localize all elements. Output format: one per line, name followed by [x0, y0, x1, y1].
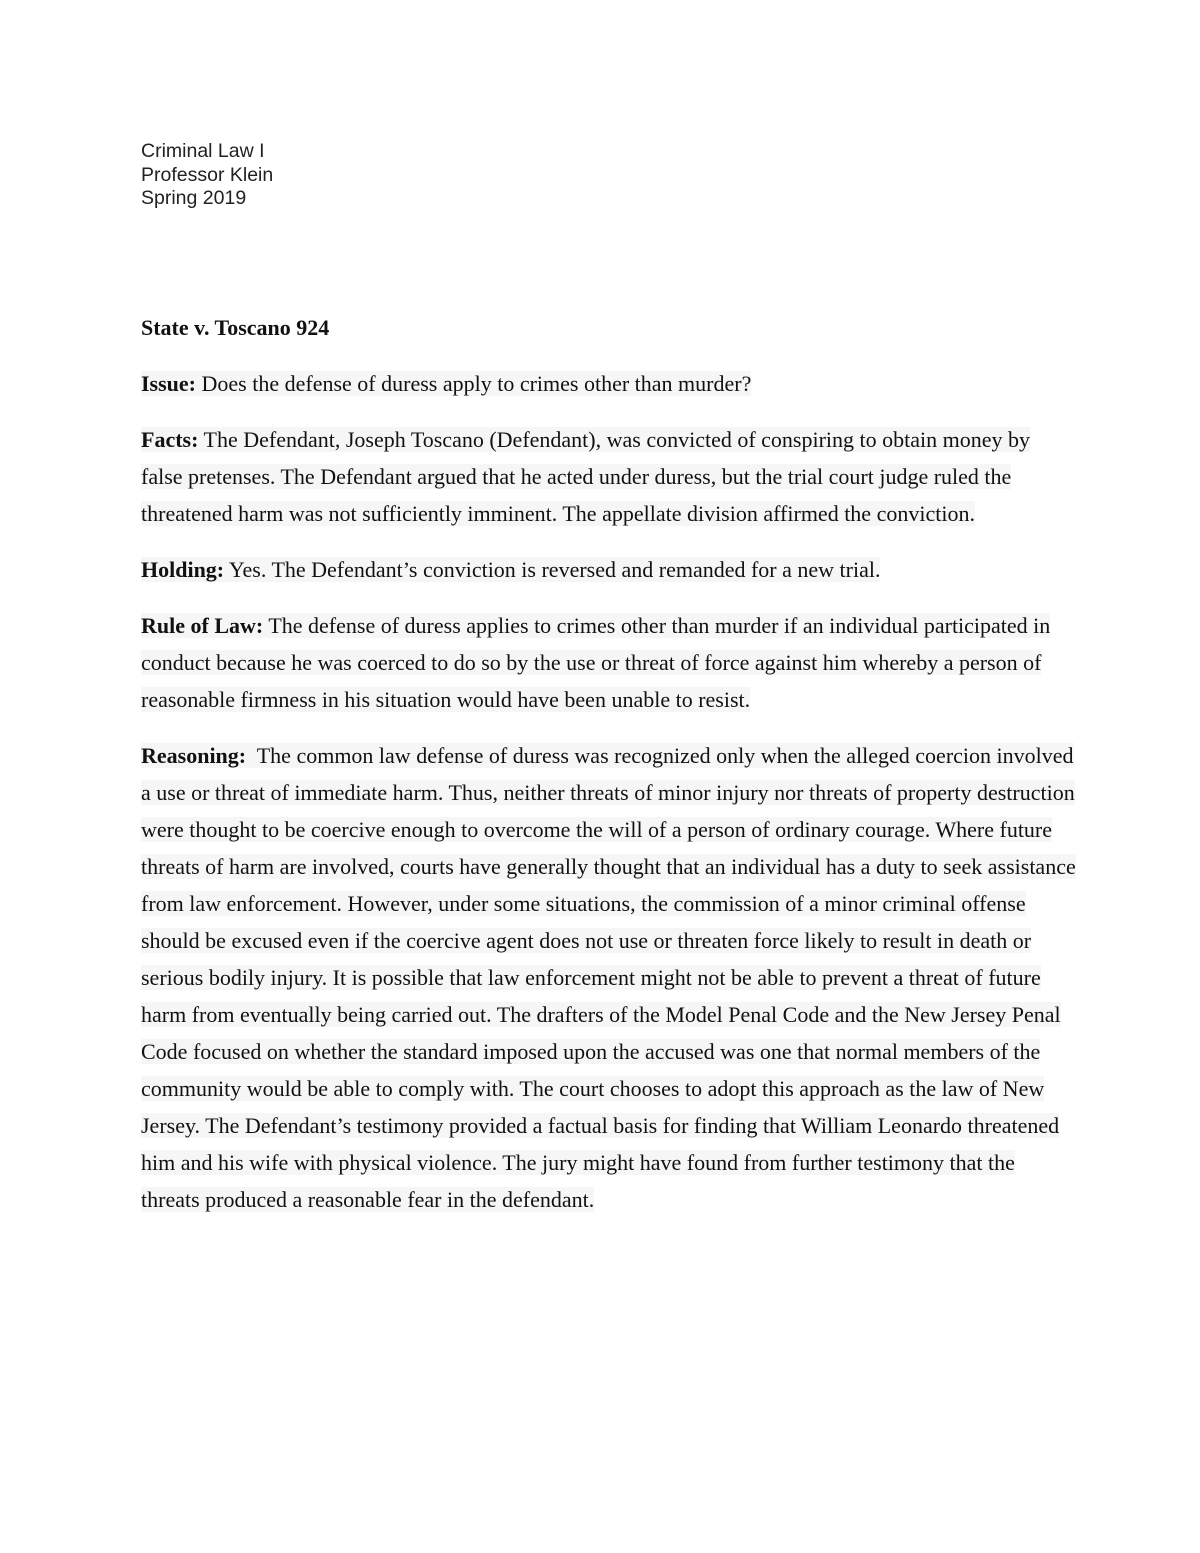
case-title: State v. Toscano 924	[141, 315, 330, 340]
holding-section	[141, 551, 1076, 588]
facts-label: Facts:	[141, 427, 199, 452]
rule-of-law-text: The defense of duress applies to crimes other than murder if an individual participated in conduct because he was coerced to do so by the use or threat of force against him whereby a person of reasonable firmness in his situation would have been unable to resist.	[141, 613, 1051, 712]
course-name: Criminal Law I	[141, 140, 265, 162]
issue-section	[141, 365, 1076, 402]
term: Spring 2019	[141, 187, 247, 209]
professor-name: Professor Klein	[141, 163, 274, 186]
holding-label: Holding:	[141, 557, 225, 582]
rule-of-law-section	[141, 607, 1076, 718]
document-header	[141, 140, 273, 211]
holding-text: Yes. The Defendant’s conviction is reversed and remanded for a new trial.	[228, 557, 881, 582]
reasoning-section	[141, 737, 1076, 1218]
case-brief	[141, 309, 1076, 1237]
issue-label: Issue:	[141, 371, 197, 396]
reasoning-label: Reasoning:	[141, 743, 247, 768]
rule-of-law-label: Rule of Law:	[141, 613, 264, 638]
facts-text: The Defendant, Joseph Toscano (Defendant), was convicted of conspiring to obtain money by false pretenses. The Defendant argued that he acted under duress, but the trial court judge ruled the threatened harm was not sufficiently imminent. The appellate division affirmed the conviction.	[141, 427, 1031, 526]
issue-text: Does the defense of duress apply to crimes other than murder?	[201, 371, 752, 396]
facts-section	[141, 421, 1076, 532]
reasoning-text: The common law defense of duress was recognized only when the alleged coercion involved a use or threat of immediate harm. Thus, neither threats of minor injury nor threats of property destruction were thought to be coercive enough to overcome the will of a person of ordinary courage. Where future threats of harm are involved, courts have generally thought that an individual has a duty to seek assistance from law enforcement. However, under some situations, the commission of a minor criminal offense should be excused even if the coercive agent does not use or threaten force likely to result in death or serious bodily injury. It is possible that law enforcement might not be able to prevent a threat of future harm from eventually being carried out. The drafters of the Model Penal Code and the New Jersey Penal Code focused on whether the standard imposed upon the accused was one that normal members of the community would be able to comply with. The court chooses to adopt this approach as the law of New Jersey. The Defendant’s testimony provided a factual basis for finding that William Leonardo threatened him and his wife with physical violence. The jury might have found from further testimony that the threats produced a reasonable fear in the defendant.	[141, 743, 1076, 1212]
